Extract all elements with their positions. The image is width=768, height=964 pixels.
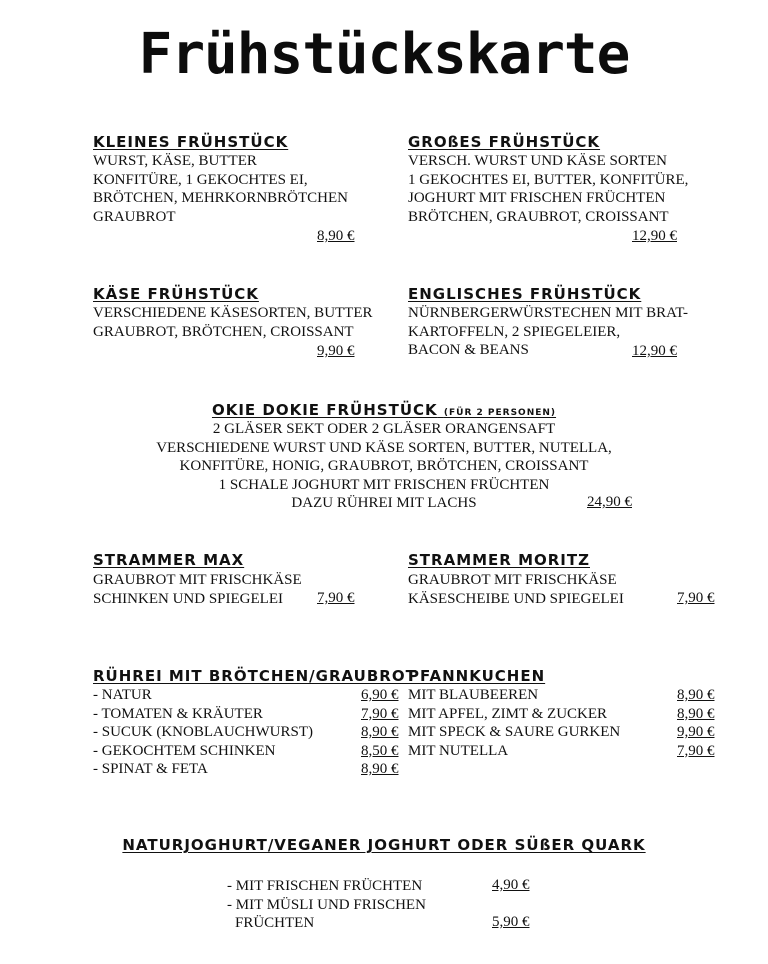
grosses-description xyxy=(408,152,688,226)
moritz-description xyxy=(408,571,624,608)
ruehrei-item-price: 8,90 € xyxy=(361,724,399,740)
ruehrei-item-price: 7,90 € xyxy=(361,705,399,722)
okie-line: 1 SCHALE JOGHURT MIT FRISCHEN FRÜCHTEN xyxy=(218,476,550,493)
englisches-heading: ENGLISCHES FRÜHSTÜCK xyxy=(408,285,642,303)
okie-line: 2 GLÄSER SEKT ODER 2 GLÄSER ORANGENSAFT xyxy=(212,421,556,437)
ruehrei-item-name: - NATUR xyxy=(93,687,152,703)
pfannkuchen-heading: PFANNKUCHEN xyxy=(408,667,546,685)
englisches-line: BACON & BEANS xyxy=(408,342,529,358)
pfannkuchen-item-name: MIT SPECK & SAURE GURKEN xyxy=(408,724,621,740)
kleines-line: WURST, KÄSE, BUTTER xyxy=(93,153,257,169)
pfannkuchen-items xyxy=(408,686,620,760)
moritz-heading: STRAMMER MORITZ xyxy=(408,551,590,569)
kleines-price: 8,90 € xyxy=(317,228,355,244)
moritz-price: 7,90 € xyxy=(677,590,715,606)
okie-heading-note: (FÜR 2 PERSONEN) xyxy=(443,408,557,418)
ruehrei-item-name: - GEKOCHTEM SCHINKEN xyxy=(93,742,276,759)
ruehrei-items xyxy=(93,686,313,779)
pfannkuchen-item-price: 8,90 € xyxy=(677,687,715,703)
pfannkuchen-item-name: MIT BLAUBEEREN xyxy=(408,687,539,703)
max-heading: STRAMMER MAX xyxy=(93,551,245,569)
joghurt-item-2: - MIT MÜSLI UND FRISCHEN xyxy=(227,896,426,913)
okie-line: VERSCHIEDENE WURST UND KÄSE SORTEN, BUTTER, NUTELLA, xyxy=(156,439,612,456)
pfannkuchen-item-price: 7,90 € xyxy=(677,742,715,759)
grosses-line: JOGHURT MIT FRISCHEN FRÜCHTEN xyxy=(408,190,666,206)
okie-heading-text: OKIE DOKIE FRÜHSTÜCK xyxy=(211,401,438,419)
ruehrei-item-name: - SPINAT & FETA xyxy=(93,761,208,777)
okie-heading xyxy=(0,401,768,419)
kleines-description xyxy=(93,152,348,226)
kaese-line: VERSCHIEDENE KÄSESORTEN, BUTTER xyxy=(93,305,373,321)
ruehrei-prices xyxy=(361,686,399,779)
max-description xyxy=(93,571,302,608)
englisches-line: KARTOFFELN, 2 SPIEGELEIER, xyxy=(408,323,621,340)
englisches-line: NÜRNBERGERWÜRSTECHEN MIT BRAT- xyxy=(408,305,689,321)
moritz-line: GRAUBROT MIT FRISCHKÄSE xyxy=(408,572,617,588)
grosses-line: BRÖTCHEN, GRAUBROT, CROISSANT xyxy=(408,208,669,225)
grosses-heading: GROßES FRÜHSTÜCK xyxy=(408,133,601,151)
okie-line: DAZU RÜHREI MIT LACHS xyxy=(291,495,477,511)
kaese-line: GRAUBROT, BRÖTCHEN, CROISSANT xyxy=(93,323,354,340)
joghurt-items xyxy=(227,877,426,933)
pfannkuchen-item-price: 9,90 € xyxy=(677,724,715,740)
joghurt-price-1: 4,90 € xyxy=(492,877,530,893)
max-price: 7,90 € xyxy=(317,590,355,606)
moritz-line: KÄSESCHEIBE UND SPIEGELEI xyxy=(408,590,624,607)
joghurt-item-2-cont: FRÜCHTEN xyxy=(235,915,315,931)
pfannkuchen-item-price: 8,90 € xyxy=(677,705,715,722)
joghurt-heading: NATURJOGHURT/VEGANER JOGHURT ODER SÜßER QUARK xyxy=(122,836,646,854)
pfannkuchen-item-name: MIT NUTELLA xyxy=(408,742,509,759)
kleines-line: GRAUBROT xyxy=(93,208,176,225)
kleines-line: KONFITÜRE, 1 GEKOCHTES EI, xyxy=(93,171,308,188)
ruehrei-item-name: - TOMATEN & KRÄUTER xyxy=(93,705,263,722)
max-line: SCHINKEN UND SPIEGELEI xyxy=(93,590,283,607)
ruehrei-item-price: 8,50 € xyxy=(361,742,399,759)
joghurt-price-2: 5,90 € xyxy=(492,914,530,930)
ruehrei-item-price: 8,90 € xyxy=(361,761,399,777)
okie-line: KONFITÜRE, HONIG, GRAUBROT, BRÖTCHEN, CROISSANT xyxy=(179,458,589,474)
menu-title: Frühstückskarte xyxy=(138,22,630,87)
pfannkuchen-prices xyxy=(677,686,715,760)
max-line: GRAUBROT MIT FRISCHKÄSE xyxy=(93,572,302,588)
kaese-price: 9,90 € xyxy=(317,343,355,359)
ruehrei-heading: RÜHREI MIT BRÖTCHEN/GRAUBROT xyxy=(93,667,417,685)
kleines-line: BRÖTCHEN, MEHRKORNBRÖTCHEN xyxy=(93,190,349,206)
okie-price: 24,90 € xyxy=(587,494,632,510)
englisches-price: 12,90 € xyxy=(632,343,677,359)
pfannkuchen-item-name: MIT APFEL, ZIMT & ZUCKER xyxy=(408,705,608,722)
kleines-heading: KLEINES FRÜHSTÜCK xyxy=(93,133,289,151)
okie-description xyxy=(0,420,768,513)
ruehrei-item-name: - SUCUK (KNOBLAUCHWURST) xyxy=(93,724,313,740)
grosses-line: VERSCH. WURST UND KÄSE SORTEN xyxy=(408,153,667,169)
grosses-price: 12,90 € xyxy=(632,228,677,244)
kaese-description xyxy=(93,304,373,341)
ruehrei-item-price: 6,90 € xyxy=(361,687,399,703)
joghurt-item-1: - MIT FRISCHEN FRÜCHTEN xyxy=(227,878,423,894)
kaese-heading: KÄSE FRÜHSTÜCK xyxy=(93,285,259,303)
grosses-line: 1 GEKOCHTES EI, BUTTER, KONFITÜRE, xyxy=(408,171,689,188)
